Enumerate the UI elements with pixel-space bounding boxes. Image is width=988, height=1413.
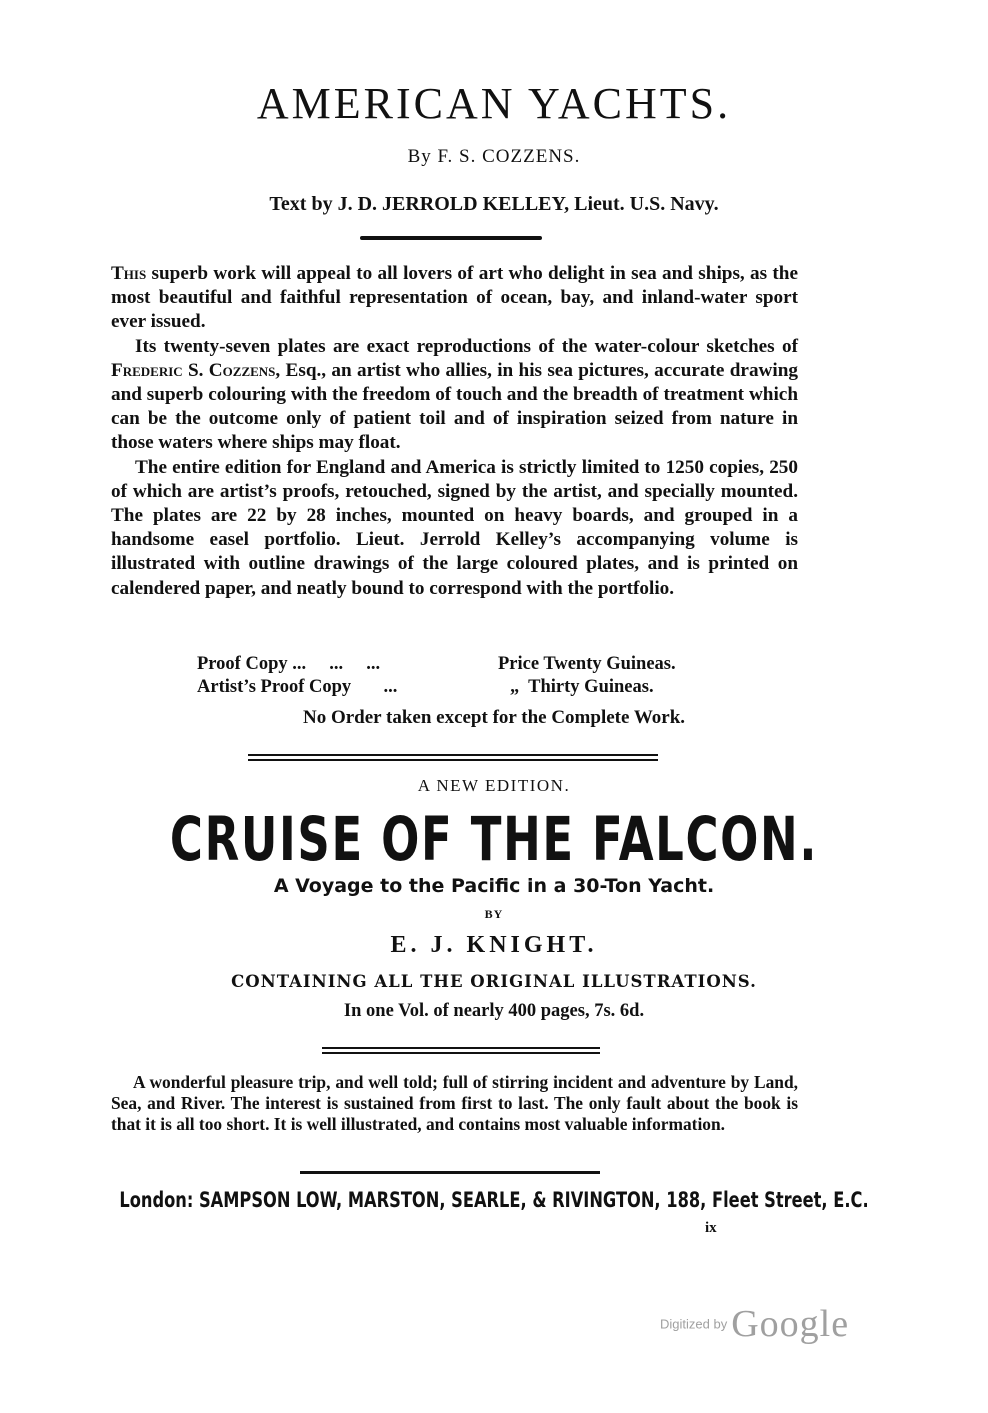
artist-name: Frederic S. Cozzens [111, 359, 276, 381]
lead-word: This [111, 263, 147, 284]
falcon-subtitle: A Voyage to the Pacific in a 30-Ton Yacht. [273, 875, 715, 897]
order-note: No Order taken except for the Complete Work. [302, 707, 686, 728]
edition-label: A NEW EDITION. [417, 776, 571, 795]
double-rule [248, 754, 658, 756]
paragraph [111, 335, 798, 456]
paragraph-text: , Esq., an artist who allies, in his sea pictures, accurate drawing and superb colouring with the freedom of touch and the breadth of treatment which can be the outcome only of patient toil and of inspiration seized from nature in those waters where ships may float. [111, 359, 798, 454]
double-rule [322, 1047, 600, 1049]
divider [300, 1171, 600, 1174]
falcon-volume: In one Vol. of nearly 400 pages, 7s. 6d. [343, 1001, 645, 1021]
paragraph-text: superb work will appeal to all lovers of art who delight in sea and ships, as the most beautiful and faithful representation of ocean, bay, and inland-water sport ever issued. [111, 263, 798, 333]
paragraph-text: Its twenty-seven plates are exact reproductions of the water-colour sketches of [135, 335, 798, 357]
paragraph: The entire edition for England and America is strictly limited to 1250 copies, 250 of which are artist’s proofs, retouched, signed by the artist, and specially mounted. The plates are 22 by 28 inches, mounted on heavy boards, and grouped in a handsome easel portfolio. Lieut. Jerrold Kelley’s accompanying volume is illustrated with outline drawings of the large coloured plates, and is printed on calendered paper, and neatly bound to correspond with the portfolio. [111, 456, 798, 599]
publisher-imprint: London: SAMPSON LOW, MARSTON, SEARLE, & RIVINGTON, 188, Fleet Street, E.C. [119, 1188, 869, 1212]
double-rule [322, 1052, 600, 1054]
falcon-by: BY [484, 907, 504, 921]
price-value: „ Thirty Guineas. [510, 677, 654, 697]
falcon-title: CRUISE OF THE FALCON. [169, 804, 819, 875]
watermark-prefix: Digitized by [660, 1316, 728, 1332]
google-logo: Google [731, 1303, 850, 1345]
yachts-title: AMERICAN YACHTS. [256, 79, 732, 128]
price-item: Artist’s Proof Copy ... [197, 677, 398, 697]
falcon-review: A wonderful pleasure trip, and well told; full of stirring incident and adventure by Land, Sea, and River. The interest is sustained from first to last. The only fault about the book is that it is all too short. It is well illustrated, and contains most valuable information. [111, 1072, 798, 1134]
falcon-containing: CONTAINING ALL THE ORIGINAL ILLUSTRATIONS. [231, 972, 757, 991]
double-rule [248, 759, 658, 761]
divider [360, 236, 542, 240]
price-item: Proof Copy ... ... ... [197, 654, 381, 674]
paragraph [111, 262, 798, 335]
falcon-author: E. J. KNIGHT. [390, 932, 598, 958]
digitized-watermark [660, 1302, 849, 1346]
yachts-description [111, 262, 798, 601]
yachts-text-by: Text by J. D. JERROLD KELLEY, Lieut. U.S. Navy. [269, 193, 719, 215]
yachts-author-line: By F. S. COZZENS. [407, 146, 581, 167]
price-value: Price Twenty Guineas. [498, 654, 676, 674]
page-number: ix [705, 1220, 717, 1236]
